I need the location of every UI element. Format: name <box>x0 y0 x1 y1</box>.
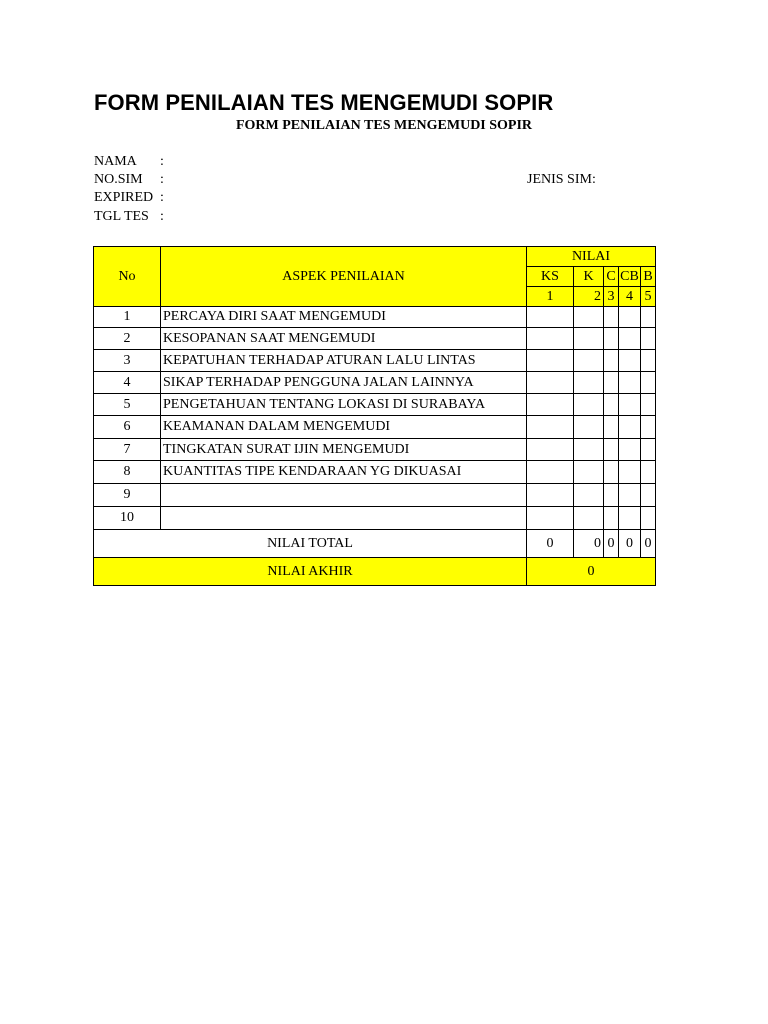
header-aspek: ASPEK PENILAIAN <box>161 247 527 307</box>
table-row <box>94 394 656 416</box>
score-cell[interactable] <box>604 507 619 530</box>
header-nilai: NILAI <box>527 247 656 267</box>
header-num-3: 3 <box>604 287 619 307</box>
score-cell[interactable] <box>527 372 574 394</box>
total-label: NILAI TOTAL <box>94 530 527 558</box>
header-no: No <box>94 247 161 307</box>
form-subtitle: FORM PENILAIAN TES MENGEMUDI SOPIR <box>235 118 533 133</box>
header-num-5: 5 <box>641 287 656 307</box>
final-value: 0 <box>527 558 656 586</box>
header-grade-ks: KS <box>527 267 574 287</box>
header-grade-k: K <box>574 267 604 287</box>
score-cell[interactable] <box>527 350 574 372</box>
label-expired: EXPIRED <box>94 190 154 205</box>
table-row <box>94 439 656 461</box>
score-cell[interactable] <box>641 416 656 439</box>
score-cell[interactable] <box>574 416 604 439</box>
row-aspek: KEPATUHAN TERHADAP ATURAN LALU LINTAS <box>161 350 527 372</box>
header-num-1: 1 <box>527 287 574 307</box>
table-row <box>94 372 656 394</box>
header-grade-c: C <box>604 267 619 287</box>
score-cell[interactable] <box>574 484 604 507</box>
form-title: FORM PENILAIAN TES MENGEMUDI SOPIR <box>94 90 554 115</box>
score-cell[interactable] <box>619 507 641 530</box>
score-cell[interactable] <box>574 439 604 461</box>
row-no: 10 <box>94 507 161 530</box>
table-row <box>94 461 656 484</box>
score-cell[interactable] <box>527 416 574 439</box>
score-cell[interactable] <box>604 484 619 507</box>
table-row <box>94 328 656 350</box>
score-cell[interactable] <box>641 307 656 328</box>
score-cell[interactable] <box>604 461 619 484</box>
score-cell[interactable] <box>574 461 604 484</box>
header-grade-b: B <box>641 267 656 287</box>
score-cell[interactable] <box>527 307 574 328</box>
score-cell[interactable] <box>619 461 641 484</box>
row-aspek <box>161 484 527 507</box>
score-cell[interactable] <box>641 394 656 416</box>
score-cell[interactable] <box>527 461 574 484</box>
score-cell[interactable] <box>604 307 619 328</box>
score-cell[interactable] <box>619 328 641 350</box>
score-cell[interactable] <box>641 461 656 484</box>
score-cell[interactable] <box>527 507 574 530</box>
total-value-k: 0 <box>574 530 604 558</box>
row-aspek <box>161 507 527 530</box>
row-no: 3 <box>94 350 161 372</box>
final-label: NILAI AKHIR <box>94 558 527 586</box>
table-row <box>94 350 656 372</box>
score-cell[interactable] <box>574 307 604 328</box>
score-cell[interactable] <box>604 416 619 439</box>
score-cell[interactable] <box>574 328 604 350</box>
total-value-ks: 0 <box>527 530 574 558</box>
score-cell[interactable] <box>574 372 604 394</box>
row-aspek: KUANTITAS TIPE KENDARAAN YG DIKUASAI <box>161 461 527 484</box>
colon-nosim: : <box>160 172 164 187</box>
table-row <box>94 416 656 439</box>
row-aspek: KEAMANAN DALAM MENGEMUDI <box>161 416 527 439</box>
table-row <box>94 484 656 507</box>
score-cell[interactable] <box>641 328 656 350</box>
score-cell[interactable] <box>527 394 574 416</box>
row-no: 2 <box>94 328 161 350</box>
table-row <box>94 307 656 328</box>
header-num-4: 4 <box>619 287 641 307</box>
score-cell[interactable] <box>641 484 656 507</box>
row-no: 7 <box>94 439 161 461</box>
label-nama: NAMA <box>94 154 137 169</box>
final-row <box>94 558 656 586</box>
score-cell[interactable] <box>641 507 656 530</box>
score-cell[interactable] <box>604 350 619 372</box>
score-cell[interactable] <box>641 350 656 372</box>
row-no: 6 <box>94 416 161 439</box>
score-cell[interactable] <box>619 484 641 507</box>
label-tgltes: TGL TES <box>94 209 149 224</box>
score-cell[interactable] <box>604 372 619 394</box>
row-no: 8 <box>94 461 161 484</box>
score-cell[interactable] <box>527 484 574 507</box>
score-cell[interactable] <box>641 439 656 461</box>
row-no: 1 <box>94 307 161 328</box>
row-no: 5 <box>94 394 161 416</box>
header-grade-cb: CB <box>619 267 641 287</box>
total-value-cb: 0 <box>619 530 641 558</box>
table-row <box>94 507 656 530</box>
score-cell[interactable] <box>604 439 619 461</box>
row-aspek: PENGETAHUAN TENTANG LOKASI DI SURABAYA <box>161 394 527 416</box>
label-jenis-sim: JENIS SIM: <box>527 172 596 187</box>
row-aspek: TINGKATAN SURAT IJIN MENGEMUDI <box>161 439 527 461</box>
row-no: 4 <box>94 372 161 394</box>
score-cell[interactable] <box>574 350 604 372</box>
header-num-2: 2 <box>574 287 604 307</box>
total-value-b: 0 <box>641 530 656 558</box>
colon-nama: : <box>160 154 164 169</box>
assessment-table <box>93 246 656 586</box>
score-cell[interactable] <box>604 394 619 416</box>
row-no: 9 <box>94 484 161 507</box>
row-aspek: KESOPANAN SAAT MENGEMUDI <box>161 328 527 350</box>
score-cell[interactable] <box>527 328 574 350</box>
score-cell[interactable] <box>619 372 641 394</box>
colon-tgltes: : <box>160 209 164 224</box>
row-aspek: PERCAYA DIRI SAAT MENGEMUDI <box>161 307 527 328</box>
label-nosim: NO.SIM <box>94 172 143 187</box>
score-cell[interactable] <box>574 394 604 416</box>
row-aspek: SIKAP TERHADAP PENGGUNA JALAN LAINNYA <box>161 372 527 394</box>
score-cell[interactable] <box>574 507 604 530</box>
total-row <box>94 530 656 558</box>
colon-expired: : <box>160 190 164 205</box>
score-cell[interactable] <box>604 328 619 350</box>
score-cell[interactable] <box>619 307 641 328</box>
score-cell[interactable] <box>619 394 641 416</box>
score-cell[interactable] <box>527 439 574 461</box>
total-value-c: 0 <box>604 530 619 558</box>
score-cell[interactable] <box>641 372 656 394</box>
score-cell[interactable] <box>619 350 641 372</box>
score-cell[interactable] <box>619 416 641 439</box>
score-cell[interactable] <box>619 439 641 461</box>
